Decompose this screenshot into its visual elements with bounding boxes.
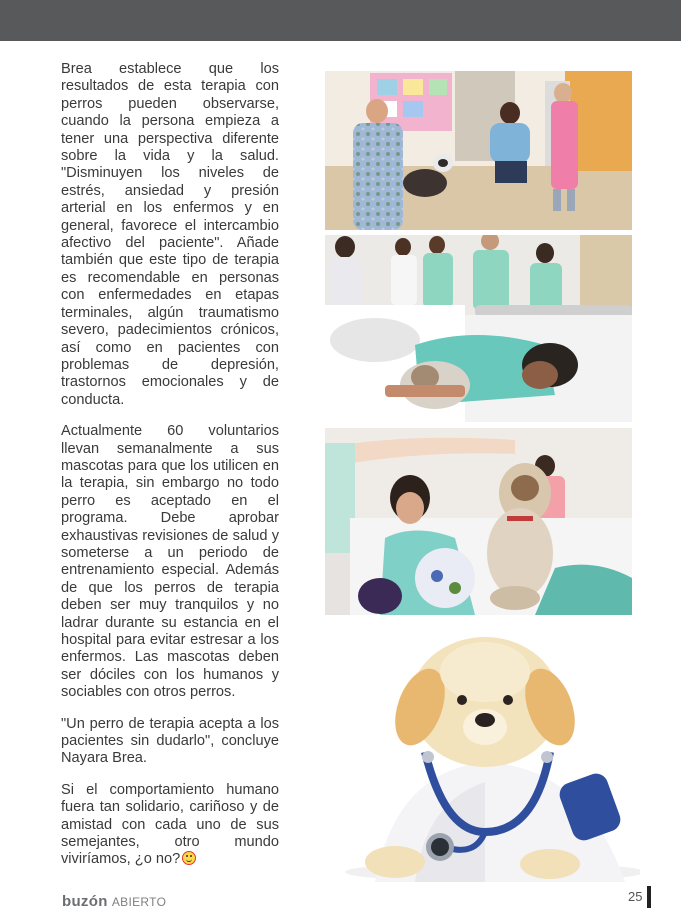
article-body (61, 61, 279, 883)
photo-hallway-therapy (325, 71, 632, 230)
article-paragraph-3: "Un perro de terapia acepta a los pacientes sin dudarlo", concluye Nayara Brea. (61, 715, 279, 767)
smiley-icon (182, 851, 196, 865)
footer-brand: buzón (62, 893, 108, 910)
page-number: 25 (628, 889, 643, 904)
footer-section: ABIERTO (111, 895, 167, 909)
photo-patient-small-dog (325, 428, 632, 615)
article-paragraph-2: Actualmente 60 voluntarios llevan semanalmente a sus mascotas para que los utilicen en la terapia, sin embargo no todo perro es aceptado en el programa. Debe aprobar exhaustivas revisiones de salud y someterse a un periodo de entrenamiento especial. Además de que los perros de terapia deben ser muy tranquilos y no ladrar durante su estancia en el hospital para evitar estresar a los enfermos. Las mascotas deben ser dóciles con los humanos y sociables con otros perros. (61, 423, 279, 701)
footer-logo (62, 893, 166, 910)
top-header-bar (0, 0, 681, 41)
article-paragraph-4 (61, 782, 279, 869)
photo-patient-bed-dog (325, 235, 632, 422)
article-paragraph-1: Brea establece que los resultados de esta terapia con perros pueden observarse, cuando la persona empieza a tener una perspectiva diferente sobre la vida y la salud. "Disminuyen los niveles de estrés, ansiedad y presión arterial en los enfermos y en general, favorece el intercambio afectivo del paciente". Añade también que este tipo de terapia es recomendable en personas con enfermedades en etapas terminales, algún traumatismo severo, padecimientos crónicos, así como en pacientes con problemas de depresión, trastornos emocionales y de conducta. (61, 61, 279, 408)
photo-puppy-stethoscope (335, 632, 640, 882)
page-number-rule (647, 886, 651, 908)
article-paragraph-4-text: Si el comportamiento humano fuera tan solidario, cariñoso y de amistad con cada uno de sus semejantes, otro mundo viviríamos, ¿o no? (61, 781, 279, 868)
